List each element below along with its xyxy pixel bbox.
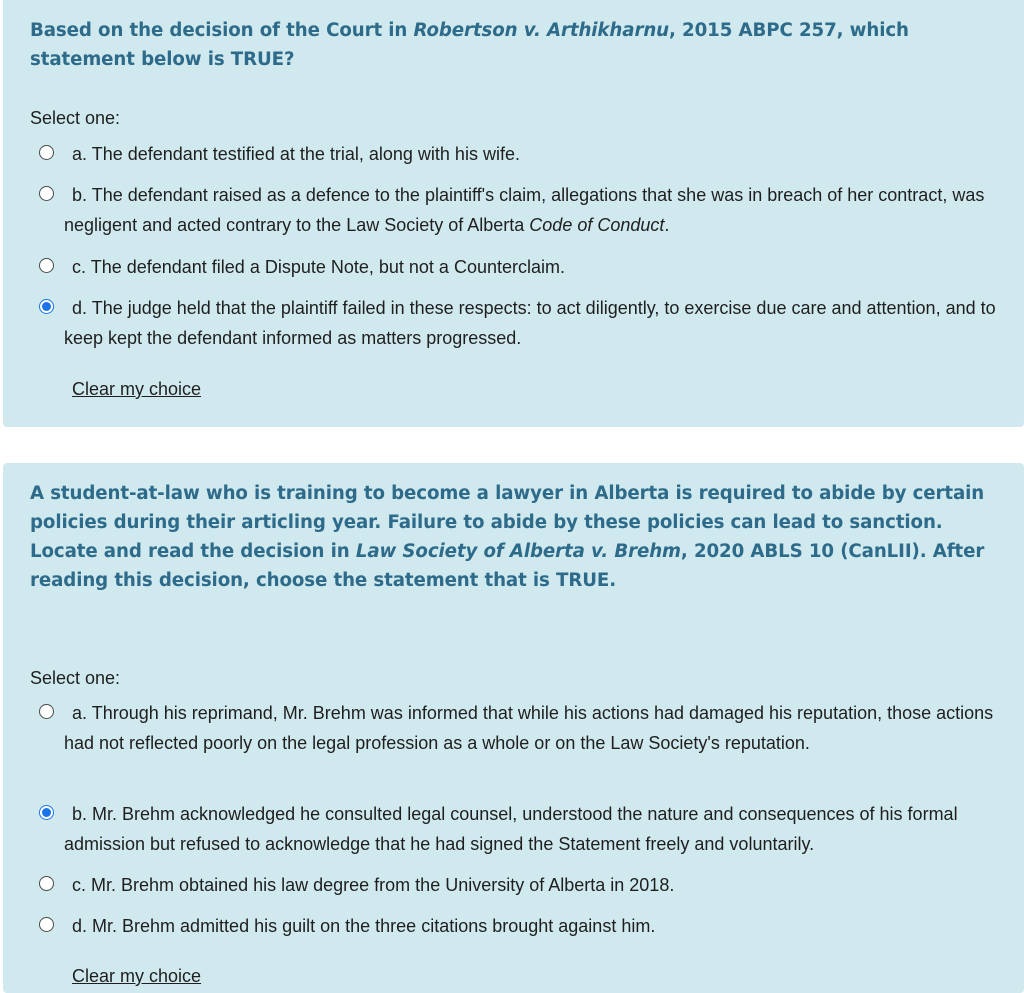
option-label: c. Mr. Brehm obtained his law degree from the University of Alberta in 2018. (72, 875, 675, 895)
question-card-1 (3, 0, 1024, 427)
option-label: a. The defendant testified at the trial, along with his wife. (72, 144, 520, 164)
radio-button[interactable] (39, 917, 54, 932)
option-label: c. The defendant filed a Dispute Note, but not a Counterclaim. (72, 257, 565, 277)
question-card-2 (3, 463, 1024, 993)
clear-choice-link[interactable]: Clear my choice (72, 379, 202, 399)
question-text: A student-at-law who is training to become a lawyer in Alberta is required to abide by certain policies during their articling year. Failure to abide by these policies can lead to sanction. Locate and read the decision in Law Society of Alberta v. Brehm, 2020 ABLS 10 (CanLII). After reading this decision, choose the statement that is TRUE. (30, 483, 985, 591)
option-label: b. The defendant raised as a defence to the plaintiff's claim, allegations that she was in breach of her contract, was negligent and acted contrary to the Law Society of Alberta Code of Conduct. (64, 185, 985, 235)
radio-button[interactable] (39, 145, 54, 160)
select-one-prompt: Select one: (30, 108, 121, 128)
question-text: Based on the decision of the Court in Robertson v. Arthikharnu, 2015 ABPC 257, which statement below is TRUE? (30, 20, 909, 70)
option-label: a. Through his reprimand, Mr. Brehm was informed that while his actions had damaged his reputation, those actions had not reflected poorly on the legal profession as a whole or on the Law Society's reputation. (64, 703, 994, 753)
select-one-prompt: Select one: (30, 668, 121, 688)
radio-button[interactable] (39, 704, 54, 719)
option-label: d. The judge held that the plaintiff failed in these respects: to act diligently, to exercise due care and attention, and to keep kept the defendant informed as matters progressed. (64, 298, 996, 348)
option-label: b. Mr. Brehm acknowledged he consulted legal counsel, understood the nature and consequences of his formal admission but refused to acknowledge that he had signed the Statement freely and voluntarily. (64, 804, 958, 854)
radio-button[interactable] (39, 186, 54, 201)
option-label: d. Mr. Brehm admitted his guilt on the three citations brought against him. (72, 916, 656, 936)
radio-button-selected[interactable] (39, 805, 54, 820)
radio-button[interactable] (39, 876, 54, 891)
radio-button[interactable] (39, 258, 54, 273)
radio-button-selected[interactable] (39, 299, 54, 314)
clear-choice-link[interactable]: Clear my choice (72, 966, 202, 986)
